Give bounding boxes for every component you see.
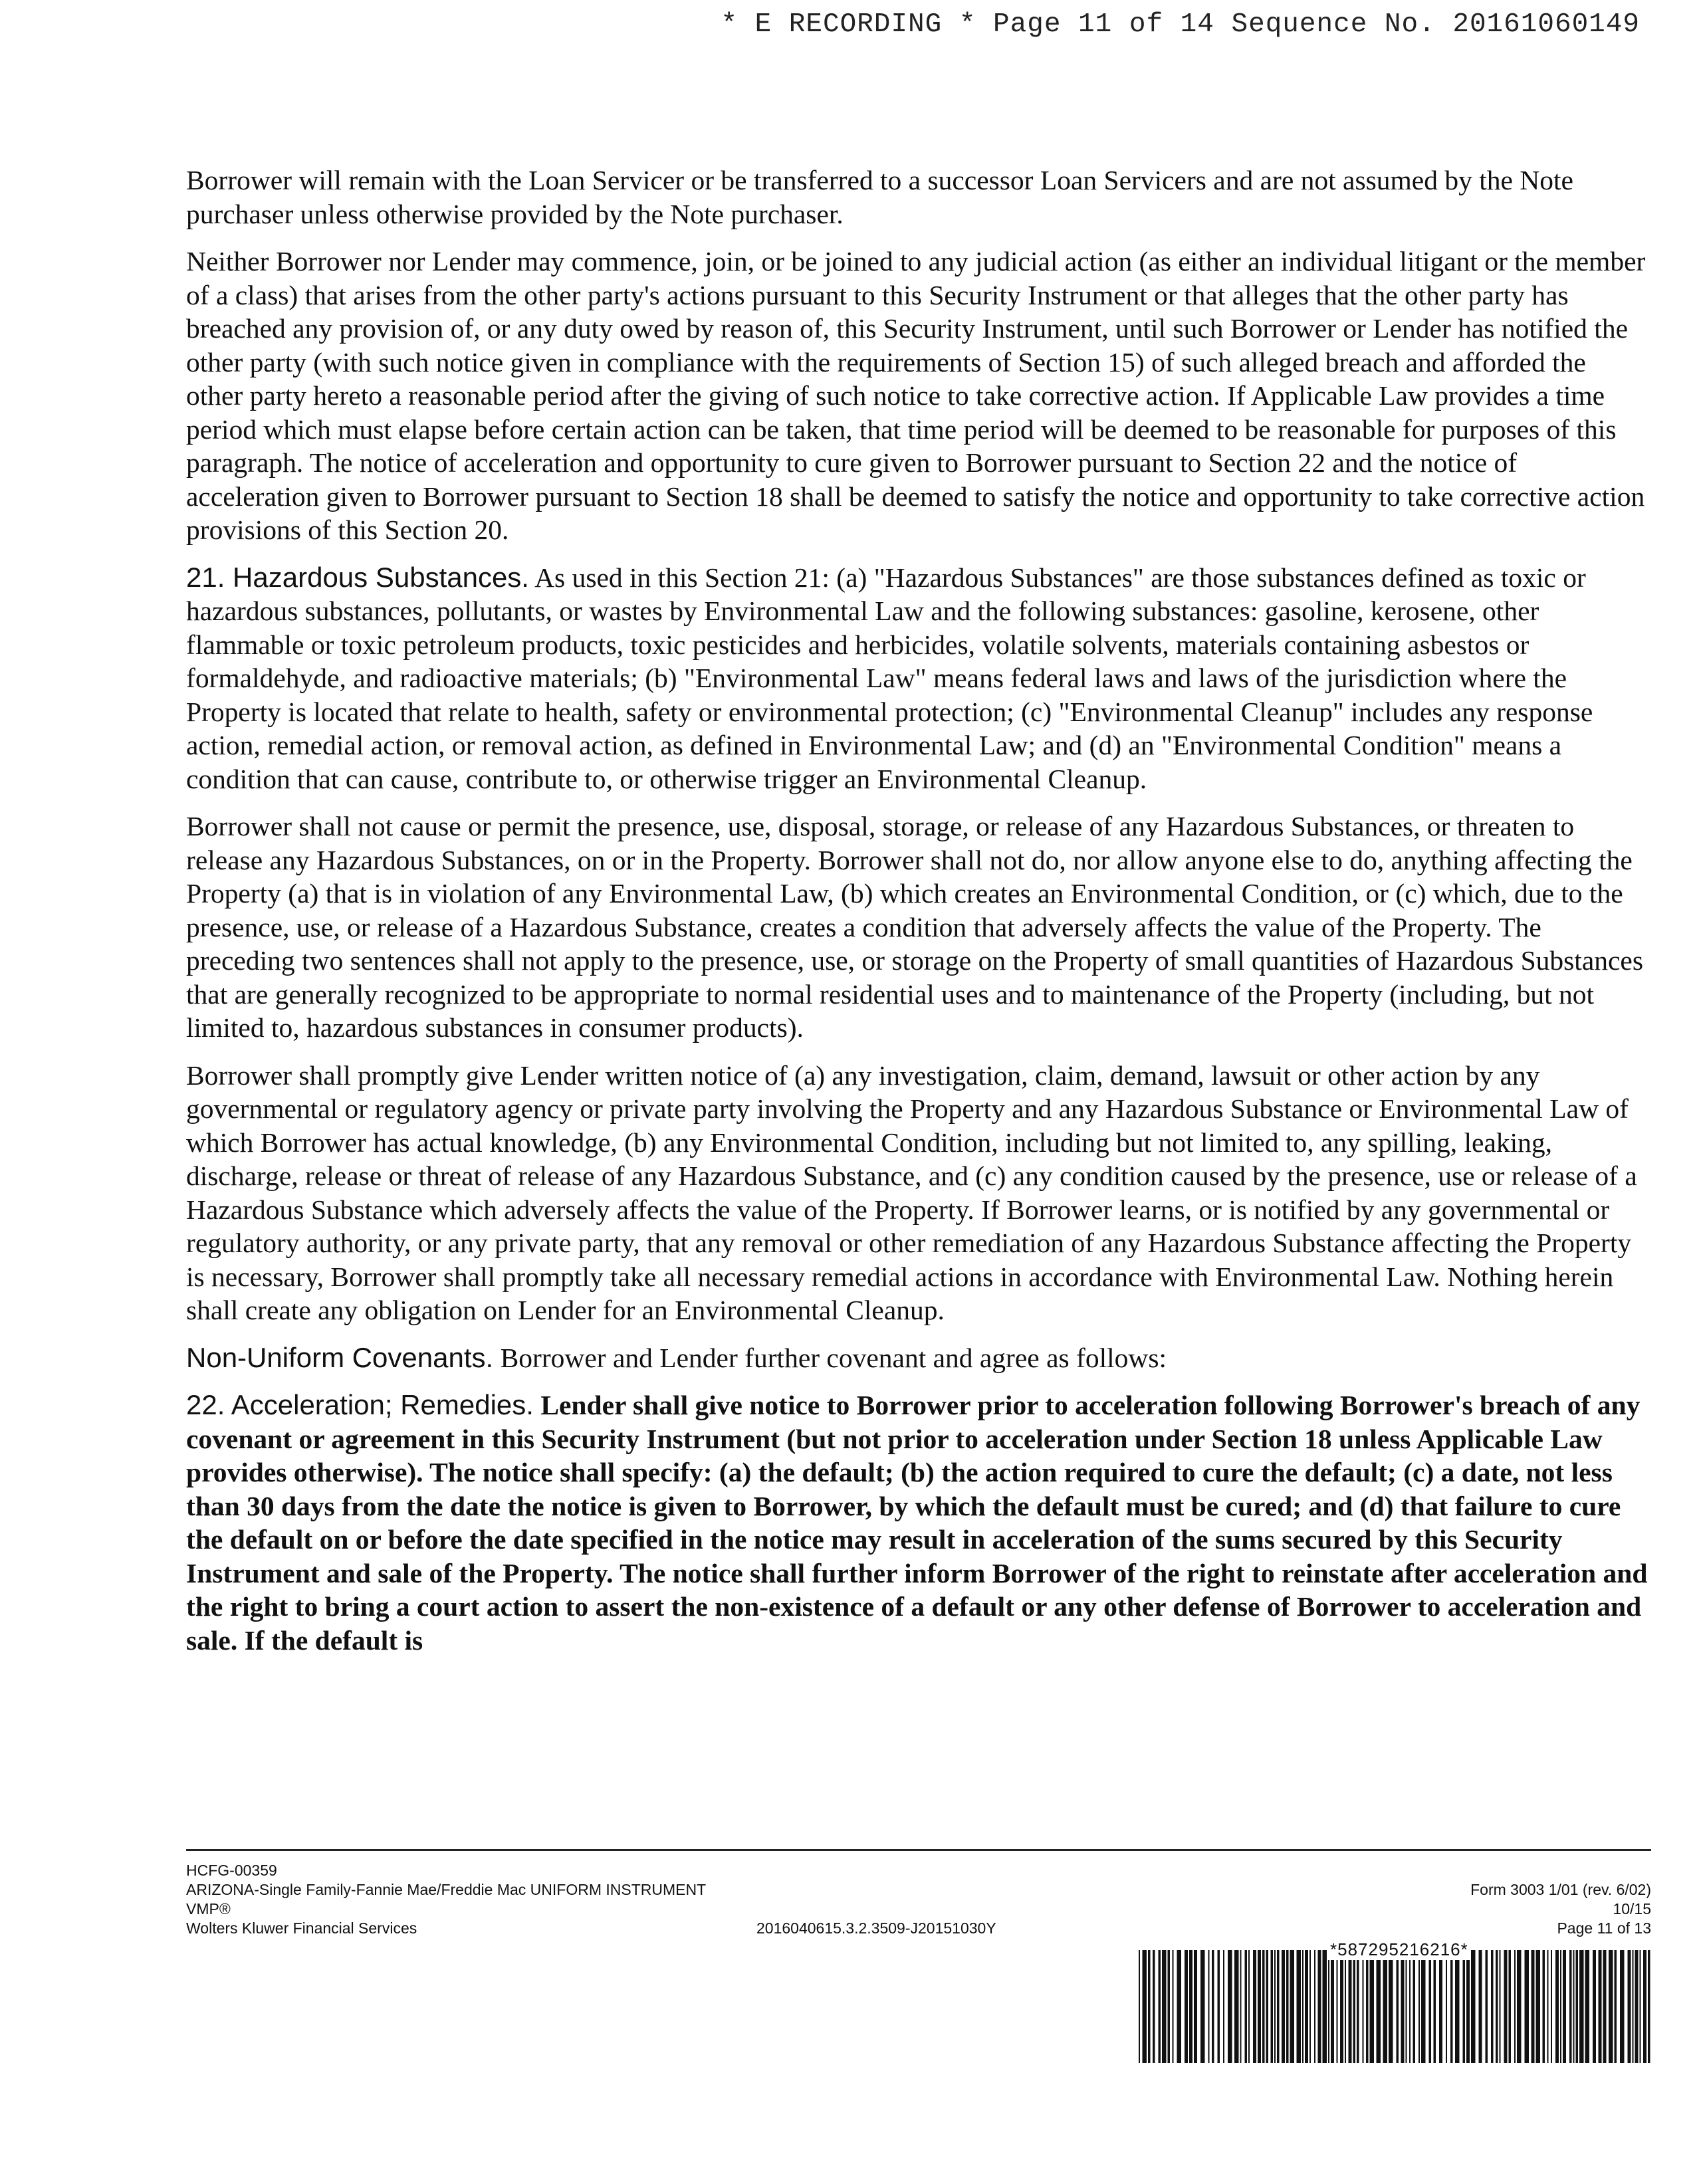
barcode-bar [1509,1950,1512,2063]
paragraph-loan-servicer: Borrower will remain with the Loan Servicer or be transferred to a successor Loan Servicers and are not assumed by the Note purchaser unless otherwise provided by the Note purchaser. [186,165,1573,229]
barcode-bar [1143,1950,1147,2063]
footer-right-block [1470,1880,1651,1938]
barcode-number: *587295216216* [1327,1939,1471,1960]
barcode-bar [1366,1950,1369,2063]
non-uniform-covenants [186,1341,1648,1375]
non-uniform-covenants-body: Borrower and Lender further covenant and agree as follows: [500,1342,1167,1373]
barcode-bar [1389,1950,1393,2063]
barcode-bar [1377,1950,1381,2063]
barcode-bar [1429,1950,1432,2063]
barcode-bar [1159,1950,1161,2063]
barcode-bar [1576,1950,1579,2063]
barcode-bar [1228,1950,1232,2063]
barcode-bar [1323,1950,1327,2063]
barcode-bar [1153,1950,1155,2063]
barcode-bar [1212,1950,1214,2063]
barcode-bar [1290,1950,1295,2063]
barcode-bar [1340,1950,1343,2063]
paragraph-judicial-action: Neither Borrower nor Lender may commence, join, or be joined to any judicial action (as either an individual litigant or the member of a class) that arises from the other party's actions pursuant to this Security Instrument or that alleges that the other party has breached any provision of, or any duty owed by reason of, this Security Instrument, until such Borrower or Lender has notified the other party (with such notice given in compliance with the requirements of Section 15) of such alleged breach and afforded the other party hereto a reasonable period after the giving of such notice to take corrective action. If Applicable Law provides a time period which must elapse before certain action can be taken, that time period will be deemed to be reasonable for purposes of this paragraph. The notice of acceleration and opportunity to cure given to Borrower pursuant to Section 22 and the notice of acceleration given to Borrower pursuant to Section 18 shall be deemed to satisfy the notice and opportunity to take corrective action provisions of this Section 20. [186,246,1646,545]
barcode-bar [1245,1950,1248,2063]
barcode-bar [1223,1950,1224,2063]
barcode-bar [1345,1950,1346,2063]
barcode-bar [1297,1950,1302,2063]
barcode-bar [1383,1950,1388,2063]
barcode-bar [1579,1950,1584,2063]
barcode-bar [1168,1950,1171,2063]
barcode-bar [1628,1950,1631,2063]
barcode-bar [1446,1950,1447,2063]
barcode-bar [1599,1950,1602,2063]
section-21-hazardous-substances [186,561,1648,796]
barcode-bar [1615,1950,1617,2063]
barcode-bar [1418,1950,1420,2063]
barcode-bar [1357,1950,1359,2063]
barcode-bar [1563,1950,1566,2063]
barcode-bar [1218,1950,1220,2063]
barcode-bar [1397,1950,1399,2063]
footer-left-block [186,1861,706,1938]
barcode-bar [1635,1950,1639,2063]
barcode-bars [1139,1950,1651,2063]
barcode-bar [1640,1950,1641,2063]
barcode-bar [1370,1950,1375,2063]
barcode-bar [1194,1950,1197,2063]
barcode-bar [1471,1950,1476,2063]
barcode-bar [1353,1950,1356,2063]
footer-divider [186,1849,1651,1851]
barcode-bar [1286,1950,1289,2063]
barcode-bar [1648,1950,1650,2063]
barcode-bar [1277,1950,1280,2063]
footer-vmp: VMP® [186,1900,231,1917]
barcode-bar [1189,1950,1192,2063]
barcode-bar [1573,1950,1575,2063]
barcode-bar [1309,1950,1311,2063]
barcode-bar [1633,1950,1634,2063]
barcode-bar [1185,1950,1188,2063]
barcode-bar [1305,1950,1308,2063]
barcode-bar [1531,1950,1535,2063]
barcode-bar [1603,1950,1607,2063]
section-22-acceleration-remedies [186,1388,1648,1657]
barcode-bar [1500,1950,1501,2063]
footer-page: Page 11 of 13 [1557,1919,1651,1937]
barcode-bar [1262,1950,1265,2063]
barcode-bar [1271,1950,1274,2063]
barcode-bar [1314,1950,1315,2063]
barcode-bar [1517,1950,1522,2063]
barcode-bar [1139,1950,1140,2063]
barcode-bar [1560,1950,1561,2063]
non-uniform-covenants-heading: Non-Uniform Covenants. [186,1341,494,1373]
barcode-bar [1240,1950,1242,2063]
section-21-heading: 21. Hazardous Substances. [186,561,529,593]
barcode-bar [1434,1950,1436,2063]
barcode-bar [1208,1950,1210,2063]
barcode-bar [1200,1950,1205,2063]
barcode-bar [1282,1950,1285,2063]
footer-form-number: Form 3003 1/01 (rev. 6/02) [1470,1881,1651,1898]
footer-publisher: Wolters Kluwer Financial Services [186,1919,417,1937]
barcode-bar [1514,1950,1516,2063]
barcode-bar [1491,1950,1494,2063]
barcode-bar [1439,1950,1442,2063]
barcode-bar [1401,1950,1405,2063]
barcode-bar [1173,1950,1174,2063]
barcode-bar [1551,1950,1552,2063]
barcode-bar [1406,1950,1407,2063]
barcode-bar [1496,1950,1498,2063]
document-body [186,164,1648,1671]
barcode-bar [1609,1950,1613,2063]
barcode [1139,1939,1651,2066]
barcode-bar [1337,1950,1338,2063]
barcode-bar [1274,1950,1276,2063]
barcode-bar [1504,1950,1508,2063]
section-22-body: Lender shall give notice to Borrower prior to acceleration following Borrower's breach of any covenant or agreement in this Security Instrument (but not prior to acceleration under Section 18 unless Applicable Law provides otherwise). The notice shall specify: (a) the default; (b) the action required to cure the default; (c) a date, not less than 30 days from the date the notice is given to Borrower, by which the default must be cured; and (d) that failure to cure the default on or before the date specified in the notice may result in acceleration of the sums secured by this Security Instrument and sale of the Property. The notice shall further inform Borrower of the right to reinstate after acceleration and the right to bring a court action to assert the non-existence of a default or any other defense of Borrower to acceleration and sale. If the default is [186,1390,1648,1656]
barcode-bar [1234,1950,1239,2063]
barcode-bar [1328,1950,1329,2063]
barcode-bar [1421,1950,1426,2063]
barcode-bar [1569,1950,1572,2063]
barcode-bar [1486,1950,1488,2063]
section-21-body: As used in this Section 21: (a) "Hazardous Substances" are those substances defined as toxic or hazardous substances, pollutants, or wastes by Environmental Law and the following substances: gasoline, kerosene, other flammable or toxic petroleum products, toxic pesticides and herbicides, volatile solvents, materials containing asbestos or formaldehyde, and radioactive materials; (b) "Environmental Law" means federal laws and laws of the jurisdiction where the Property is located that relate to health, safety or environmental protection; (c) "Environmental Cleanup" includes any response action, remedial action, or removal action, as defined in Environmental Law; and (d) an "Environmental Condition" means a condition that can cause, contribute to, or otherwise trigger an Environmental Cleanup. [186,562,1593,794]
barcode-bar [1466,1950,1470,2063]
barcode-bar [1363,1950,1364,2063]
barcode-bar [1536,1950,1541,2063]
barcode-bar [1258,1950,1261,2063]
barcode-bar [1253,1950,1256,2063]
section-22-heading: 22. Acceleration; Remedies. [186,1389,534,1420]
barcode-bar [1248,1950,1250,2063]
barcode-bar [1479,1950,1482,2063]
barcode-bar [1413,1950,1416,2063]
barcode-bar [1643,1950,1646,2063]
barcode-bar [1162,1950,1167,2063]
barcode-bar [1349,1950,1352,2063]
barcode-bar [1585,1950,1590,2063]
barcode-bar [1543,1950,1545,2063]
barcode-bar [1620,1950,1625,2063]
barcode-bar [1455,1950,1460,2063]
paragraph-borrower-not-cause: Borrower shall not cause or permit the presence, use, disposal, storage, or release of any Hazardous Substances, or threaten to release any Hazardous Substances, on or in the Property. Borrower shall not do, nor allow anyone else to do, anything affecting the Property (a) that is in violation of any Environmental Law, (b) which creates an Environmental Condition, or (c) which, due to the presence, use, or release of a Hazardous Substance, creates a condition that adversely affects the value of the Property. The preceding two sentences shall not apply to the presence, use, or storage on the Property of small quantities of Hazardous Substances that are generally recognized to be appropriate to normal residential uses and to maintenance of the Property (including, but not limited to, hazardous substances in consumer products). [186,811,1643,1043]
footer-revision: 10/15 [1613,1900,1651,1917]
barcode-bar [1555,1950,1559,2063]
barcode-bar [1525,1950,1530,2063]
barcode-bar [1409,1950,1411,2063]
barcode-bar [1331,1950,1334,2063]
barcode-bar [1148,1950,1151,2063]
footer-instrument: ARIZONA-Single Family-Fannie Mae/Freddie Mac UNIFORM INSTRUMENT [186,1881,707,1898]
barcode-bar [1593,1950,1596,2063]
barcode-bar [1450,1950,1453,2063]
barcode-bar [1302,1950,1304,2063]
barcode-bar [1547,1950,1549,2063]
barcode-bar [1463,1950,1466,2063]
footer-form-code: HCFG-00359 [186,1862,277,1879]
barcode-bar [1318,1950,1321,2063]
footer-doc-id: 2016040615.3.2.3509-J20151030Y [756,1919,996,1937]
paragraph-borrower-notice: Borrower shall promptly give Lender written notice of (a) any investigation, claim, demand, lawsuit or other action by any governmental or regulatory agency or private party involving the Property and any Hazardous Substance or Environmental Law of which Borrower has actual knowledge, (b) any Environmental Condition, including but not limited to, any spilling, leaking, discharge, release or threat of release of any Hazardous Substance, and (c) any condition caused by the presence, use or release of a Hazardous Substance which adversely affects the value of the Property. If Borrower learns, or is notified by any governmental or regulatory authority, or any private party, that any removal or other remediation of any Hazardous Substance affecting the Property is necessary, Borrower shall promptly take all necessary remedial actions in accordance with Environmental Law. Nothing herein shall create any obligation on Lender for an Environmental Cleanup. [186,1059,1637,1325]
recording-header: * E RECORDING * Page 11 of 14 Sequence No. 20161060149 [721,9,1640,40]
barcode-bar [1177,1950,1182,2063]
barcode-bar [1266,1950,1269,2063]
